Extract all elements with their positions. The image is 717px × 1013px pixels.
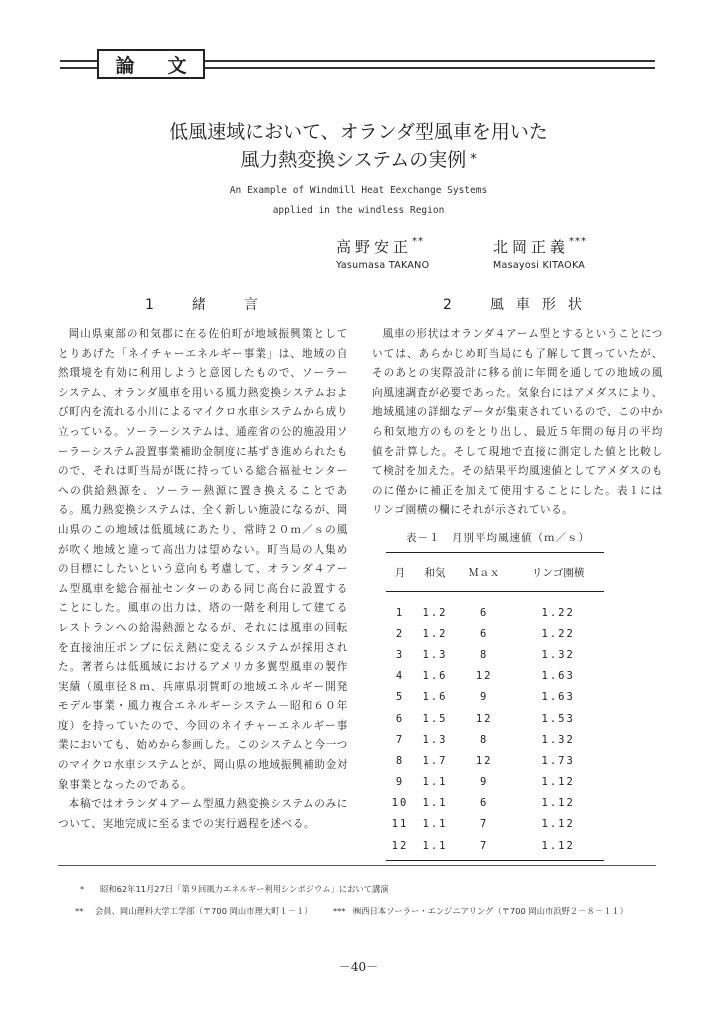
max-cell: 6 <box>479 797 489 810</box>
footnote-3 <box>333 905 628 917</box>
month-cell: 1 <box>395 606 405 619</box>
wake-cell: 1.1 <box>422 797 448 810</box>
table-body <box>386 592 604 861</box>
footnote-1 <box>80 883 389 895</box>
wake-cell: 1.3 <box>422 648 448 661</box>
max-cell: 7 <box>479 818 489 831</box>
body-left-column <box>58 325 348 834</box>
orchard-cell: 1.12 <box>541 776 575 789</box>
wake-cell: 1.1 <box>422 776 448 789</box>
wake-cell: 1.6 <box>422 670 448 683</box>
english-title <box>100 181 617 221</box>
max-cell: 9 <box>479 691 489 704</box>
orchard-cell: 1.73 <box>541 754 575 767</box>
footnote-3-mark: *** <box>333 906 346 916</box>
wake-cell: 1.2 <box>422 606 448 619</box>
paper-title <box>100 118 617 174</box>
title-footnote-mark: * <box>470 152 477 167</box>
month-cell: 4 <box>395 670 405 683</box>
wake-cell: 1.5 <box>422 712 448 725</box>
footnote-2-text: 会員、岡山理科大学工学部（〒700 岡山市理大町１－１） <box>95 906 313 916</box>
table-row <box>386 666 604 687</box>
orchard-cell: 1.32 <box>541 648 575 661</box>
max-cell: 8 <box>479 648 489 661</box>
table-row <box>386 592 604 624</box>
month-cell: 9 <box>395 776 405 789</box>
month-cell: 2 <box>395 627 405 640</box>
article-type-label <box>97 49 205 79</box>
orchard-cell: 1.12 <box>512 835 604 861</box>
orchard-cell: 1.63 <box>541 691 575 704</box>
section-heading-2: 2 風車形状 <box>443 297 594 313</box>
footnote-2 <box>75 905 313 917</box>
month-cell: 3 <box>395 648 405 661</box>
table-row <box>386 814 604 835</box>
wake-cell: 1.6 <box>422 691 448 704</box>
footnote-1-text: 昭和62年11月27日「第９回風力エネルギー利用シンポジウム」において講演 <box>100 884 389 894</box>
paragraph: 風車の形状はオランダ４アーム型とするということについては、あらかじめ町当局にも了解して貰っていたが、そのあとの実際設計に移る前に年間を通しての地域の風向風速調査が必要であった。気象台にはアメダスにより、地域風速の詳細なデータが集束されているので、この中から和気地方のものをとり出し、最近５年間の毎月の平均値を計算した。そして現地で直接に測定した値と比較して検討を加えた。その結果平均風速値としてアメダスのものに僅かに補正を加えて使用することにした。表１にはリンゴ園横の欄にそれが示されている。 <box>372 328 663 517</box>
table-caption: 表－１ 月別平均風速値（ｍ／ｓ） <box>406 532 590 544</box>
month-cell: 11 <box>391 818 409 831</box>
max-cell: 7 <box>456 835 512 861</box>
wake-cell: 1.2 <box>422 627 448 640</box>
table-row <box>386 623 604 644</box>
table-row <box>386 708 604 729</box>
title-line-1: 低風速域において、オランダ型風車を用いた <box>169 121 548 143</box>
header-label-1: 論 <box>115 54 135 77</box>
author-2-mark: *** <box>569 236 588 247</box>
header-label-2: 文 <box>167 54 187 77</box>
table-row <box>386 793 604 814</box>
title-line-2: 風力熱変換システムの実例 <box>240 149 467 171</box>
footnote-1-mark: * <box>80 884 85 894</box>
column-header-wake: 和気 <box>414 553 456 592</box>
footnote-rule <box>58 865 656 866</box>
author-1-name-jp: 高野安正 <box>336 238 413 256</box>
max-cell: 12 <box>475 754 493 767</box>
table-row <box>386 687 604 708</box>
month-cell: 7 <box>395 733 405 746</box>
author-1 <box>336 236 429 271</box>
orchard-cell: 1.12 <box>541 818 575 831</box>
author-1-mark: ** <box>412 236 425 247</box>
section-heading-1: 1 緒 言 <box>145 297 270 313</box>
paragraph: 本稿ではオランダ４アーム型風力熱変換システムのみについて、実地完成に至るまでの実行過程を述べる。 <box>58 798 348 830</box>
footnote-3-text: ㈱西日本ソーラー・エンジニアリング（〒700 岡山市浜野２－８－１１） <box>353 906 628 916</box>
max-cell: 8 <box>479 733 489 746</box>
table-row <box>386 772 604 793</box>
month-cell: 5 <box>395 691 405 704</box>
author-2-name-jp: 北岡正義 <box>493 238 570 256</box>
wake-cell: 1.1 <box>422 818 448 831</box>
month-cell: 10 <box>391 797 409 810</box>
column-header-max: Ｍａｘ <box>456 553 512 592</box>
month-cell: 8 <box>395 754 405 767</box>
author-1-name-en: Yasumasa TAKANO <box>336 260 430 271</box>
orchard-cell: 1.53 <box>541 712 575 725</box>
wake-cell: 1.1 <box>414 835 456 861</box>
wake-cell: 1.3 <box>422 733 448 746</box>
table-row <box>386 750 604 771</box>
footnote-2-mark: ** <box>75 906 84 916</box>
month-cell: 6 <box>395 712 405 725</box>
english-title-line-1: An Example of Windmill Heat Eexchange Systems <box>229 185 488 196</box>
author-2 <box>493 236 587 271</box>
max-cell: 6 <box>479 606 489 619</box>
table-row <box>386 644 604 665</box>
max-cell: 6 <box>479 627 489 640</box>
wake-cell: 1.7 <box>422 754 448 767</box>
author-2-name-en: Masayosi KITAOKA <box>493 260 586 271</box>
orchard-cell: 1.12 <box>541 797 575 810</box>
body-right-column <box>372 325 663 521</box>
month-cell: 12 <box>386 835 414 861</box>
paragraph: 岡山県東部の和気郡に在る佐伯町が地域振興策としてとりあげた「ネイチャーエネルギー事業」は、地域の自然環境を有効に利用しようと意図したもので、ソーラーシステム、オランダ風車を用いる風力熱変換システムおよび町内を流れる小川によるマイクロ水車システムから成り立っている。ソーラーシステムは、通産省の公的施設用ソーラーシステム設置事業補助金制度に基ずき進められたもので、それは町当局が既に持っている総合福祉センターへの供給熱源を、ソーラー熱源に置き換えることである。風力熱変換システムは、全く新しい施設になるが、岡山県のこの地域は低風域にあたり、常時２０ｍ／ｓの風が吹く地域と違って高出力は望めない。町当局の人集めの目標にしたいという意向も考慮して、オランダ４アーム型風車を総合福祉センターのある同じ高台に設置することにした。風車の出力は、塔の一階を利用して建てるレストランへの給湯熱源となるが、それには風車の回転を直接油圧ポンプに伝え熱に変えるシステムが採用された。著者らは低風域におけるアメリカ多翼型風車の製作実績（風車径８ｍ、兵庫県羽賀町の地域エネルギー開発モデル事業・風力複合エネルギーシステム－昭和６０年度）を持っていたので、今回のネイチャーエネルギー事業においても、始めから参画した。このシステムと今一つのマイクロ水車システムとが、岡山県の地域振興補助金対象事業となったのである。 <box>58 328 348 791</box>
table-header-row <box>386 553 604 592</box>
max-cell: 9 <box>479 776 489 789</box>
orchard-cell: 1.22 <box>541 627 575 640</box>
max-cell: 12 <box>475 670 493 683</box>
page-number: －40－ <box>338 960 379 974</box>
orchard-cell: 1.22 <box>541 606 575 619</box>
english-title-line-2: applied in the windless Region <box>272 205 445 216</box>
orchard-cell: 1.32 <box>541 733 575 746</box>
column-header-month: 月 <box>386 553 414 592</box>
orchard-cell: 1.63 <box>541 670 575 683</box>
wind-speed-table <box>386 552 604 861</box>
max-cell: 12 <box>475 712 493 725</box>
table-row <box>386 835 604 861</box>
table-row <box>386 729 604 750</box>
column-header-orchard: リンゴ園横 <box>512 553 604 592</box>
